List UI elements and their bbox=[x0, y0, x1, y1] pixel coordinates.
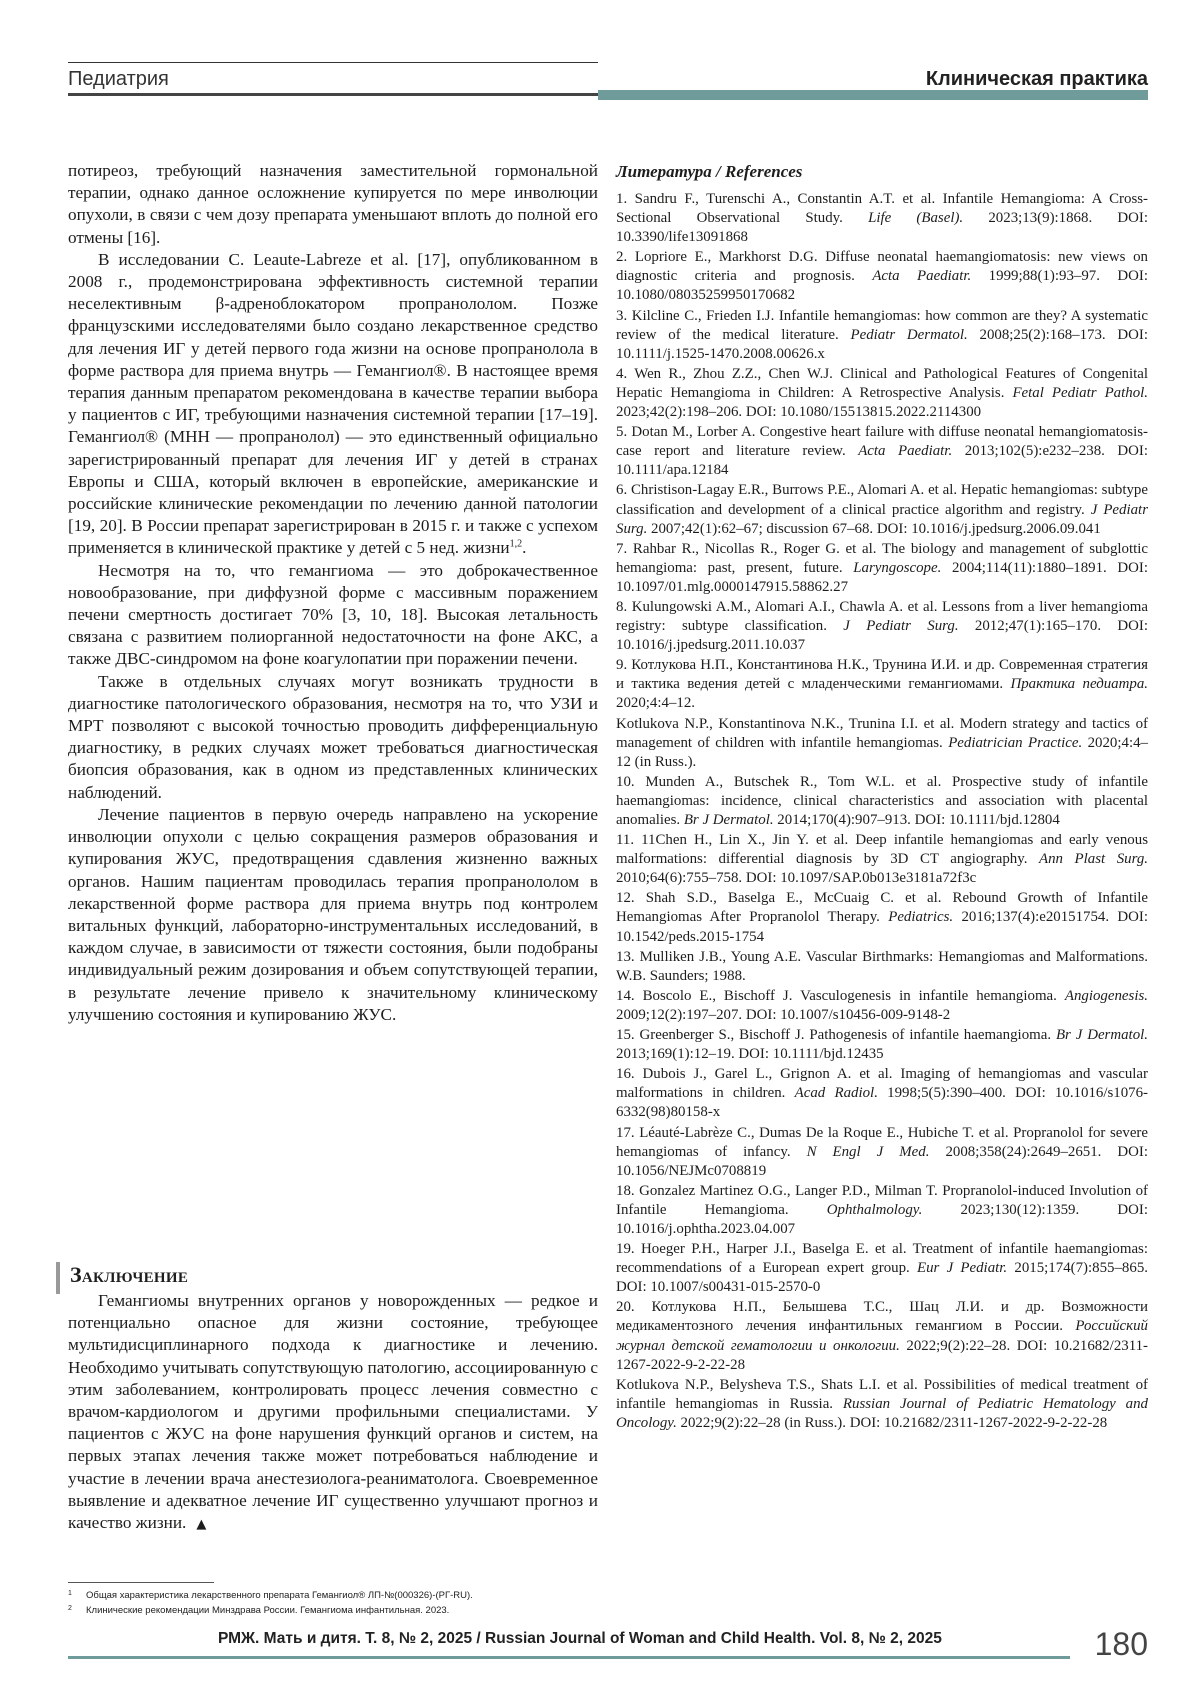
reference-journal: Pediatrician Practice. bbox=[948, 734, 1083, 751]
reference-journal: Russian Journal of Pediatric Hematology and Oncology. bbox=[616, 1395, 1148, 1431]
reference-text: 20. Котлукова Н.П., Белышева Т.С., Шац Л.И. и др. Возможности медикаментозного лечения инфантильных гемангиом в России. bbox=[616, 1299, 1148, 1335]
end-of-article-icon: ▲ bbox=[196, 1517, 207, 1533]
conclusion-paragraph bbox=[68, 1290, 598, 1536]
footnote-ref: 1,2 bbox=[509, 538, 523, 550]
reference-item bbox=[616, 987, 1148, 1025]
reference-journal: Br J Dermatol. bbox=[1055, 1027, 1148, 1044]
reference-text: 6. Christison-Lagay E.R., Burrows P.E., Alomari A. et al. Hepatic hemangiomas: subtype classification and development of a clinical practice algorithm and registry. bbox=[616, 482, 1148, 518]
reference-details: 2023;42(2):198–206. DOI: 10.1080/15513815.2022.2114300 bbox=[616, 404, 982, 421]
reference-details: 2013;169(1):12–19. DOI: 10.1111/bjd.12435 bbox=[616, 1046, 884, 1063]
reference-item bbox=[616, 540, 1148, 597]
reference-journal: Pediatr Dermatol. bbox=[850, 326, 968, 343]
reference-journal: Практика педиатра. bbox=[1010, 676, 1148, 693]
reference-item bbox=[616, 1065, 1148, 1122]
reference-text: 3. Kilcline C., Frieden I.J. Infantile hemangiomas: how common are they? A systematic review of the medical literature. bbox=[616, 307, 1148, 343]
reference-text: 12. Shah S.D., Baselga E., McCuaig C. et al. Rebound Growth of Infantile Hemangiomas After Propranolol Therapy. bbox=[616, 890, 1148, 926]
reference-journal: N Engl J Med. bbox=[806, 1143, 930, 1160]
reference-item bbox=[616, 1124, 1148, 1181]
reference-text: 1. Sandru F., Turenschi A., Constantin A.T. et al. Infantile Hemangioma: A Cross-Sectional Observational Study. bbox=[616, 191, 1148, 227]
reference-details: 2015;174(7):855–865. DOI: 10.1007/s00431-015-2570-0 bbox=[616, 1260, 1148, 1296]
reference-item bbox=[616, 190, 1148, 247]
reference-details: 2008;25(2):168–173. DOI: 10.1111/j.1525-1470.2008.00626.x bbox=[616, 326, 1149, 362]
body-paragraph-text: В исследовании C. Leaute-Labreze et al. [17], опубликованном в 2008 г., продемонстрирована эффективность системной терапии неселективным β-адреноблокатором пропранололом. Позже французскими исследователями было создано лекарственное средство для лечения ИГ у детей первого года жизни на основе пропранолола в форме раствора для приема внутрь — Гемангиол®. В настоящее время терапия данным препаратом рекомендована в качестве терапии выбора у пациентов с ИГ, требующими назначения системной терапии [17–19]. Гемангиол® (МНН — пропранолол) — это единственный официально зарегистрированный препарат для лечения ИГ у детей в странах Европы и США, который включен в европейские, американские и российские клинические рекомендации по лечению данной патологии [19, 20]. В России препарат зарегистрирован в 2015 г. и также с успехом применяется в клинической практике у детей с 5 нед. жизни bbox=[68, 249, 598, 558]
reference-journal: Ophthalmology. bbox=[826, 1201, 923, 1218]
header-bar-dark bbox=[68, 93, 608, 96]
section-title-left: Педиатрия bbox=[68, 68, 169, 90]
reference-item bbox=[616, 889, 1148, 946]
reference-details: 2010;64(6):755–758. DOI: 10.1097/SAP.0b013e3181a72f3c bbox=[616, 870, 977, 887]
reference-text: 8. Kulungowski A.M., Alomari A.I., Chawla A. et al. Lessons from a liver hemangioma registry: subtype classification. bbox=[616, 598, 1148, 635]
reference-item bbox=[616, 656, 1148, 713]
reference-item bbox=[616, 1240, 1148, 1297]
body-paragraph bbox=[68, 249, 598, 560]
footnote-number: 2 bbox=[68, 1605, 72, 1612]
reference-journal: Br J Dermatol. bbox=[683, 812, 774, 828]
reference-text: 7. Rahbar R., Nicollas R., Roger G. et al. The biology and management of subglottic hemangioma: past, present, future. bbox=[616, 540, 1148, 576]
footnote-number: 1 bbox=[68, 1590, 72, 1597]
reference-details: 2007;42(1):62–67; discussion 67–68. DOI: 10.1016/j.jpedsurg.2006.09.041 bbox=[647, 520, 1101, 537]
reference-journal: Fetal Pediatr Pathol. bbox=[1012, 384, 1148, 401]
reference-details: 2016;137(4):e20151754. DOI: 10.1542/peds.2015-1754 bbox=[616, 909, 1149, 945]
body-paragraph-end: . bbox=[522, 538, 527, 558]
reference-item bbox=[616, 715, 1148, 772]
reference-text: 14. Boscolo E., Bischoff J. Vasculogenesis in infantile hemangioma. bbox=[616, 987, 1065, 1004]
reference-text: 11. 11Chen H., Lin X., Jin Y. et al. Deep infantile hemangiomas and early venous malformations: differential diagnosis by 3D CT angiography. bbox=[616, 832, 1148, 868]
reference-item bbox=[616, 1298, 1148, 1374]
reference-text: 16. Dubois J., Garel L., Grignon A. et al. Imaging of hemangiomas and vascular malformations in children. bbox=[616, 1066, 1148, 1102]
conclusion-section bbox=[68, 1290, 598, 1536]
footnote bbox=[68, 1603, 598, 1618]
reference-details: 1998;5(5):390–400. DOI: 10.1016/s1076-6332(98)80158-x bbox=[616, 1085, 1149, 1121]
reference-details: 2023;13(9):1868. DOI: 10.3390/life13091868 bbox=[616, 210, 1148, 246]
reference-item bbox=[616, 365, 1148, 422]
references-title: Литература / References bbox=[616, 162, 803, 181]
references-list bbox=[616, 190, 1148, 1433]
conclusion-text: Гемангиомы внутренних органов у новорожденных — редкое и потенциально опасное для жизни состояние, требующее мультидисциплинарного подхода к диагностике и лечению. Необходимо учитывать сопутствующую патологию, ассоциированную с этим заболеванием, контролировать процесс лечения совместно с врачом-кардиологом и другими профильными специалистами. У пациентов с ЖУС на фоне нарушения функций органов и систем, на первых этапах лечения также может потребоваться наблюдение и участие в лечении врача анестезиолога-реаниматолога. Своевременное выявление и адекватное лечение ИГ существенно улучшают прогноз и качество жизни. bbox=[68, 1291, 598, 1533]
reference-item bbox=[616, 773, 1148, 830]
reference-item bbox=[616, 307, 1148, 364]
reference-text: 18. Gonzalez Martinez O.G., Langer P.D., Milman T. Propranolol-induced Involution of Infantile Hemangioma. bbox=[616, 1182, 1148, 1218]
references-column bbox=[616, 160, 1148, 1434]
footnote-text: Общая характеристика лекарственного препарата Гемангиол® ЛП-№(000326)-(РГ-RU). bbox=[86, 1590, 473, 1601]
reference-text: 4. Wen R., Zhou Z.Z., Chen W.J. Clinical and Pathological Features of Congenital Hepatic Hemangioma in Children: A Retrospective Analysis. bbox=[616, 365, 1148, 401]
reference-journal: Acad Radiol. bbox=[794, 1085, 878, 1102]
reference-details: 2020;4:4–12 (in Russ.). bbox=[616, 734, 1148, 770]
reference-details: 2023;130(12):1359. DOI: 10.1016/j.ophtha.2023.04.007 bbox=[616, 1201, 1148, 1237]
reference-journal: Eur J Pediatr. bbox=[917, 1260, 1008, 1277]
reference-details: 2014;170(4):907–913. DOI: 10.1111/bjd.12804 bbox=[773, 812, 1060, 828]
body-column bbox=[68, 160, 598, 1026]
reference-journal: J Pediatr Surg. bbox=[616, 501, 1148, 537]
reference-details: 2004;114(11):1880–1891. DOI: 10.1097/01.mlg.0000147915.58862.27 bbox=[616, 559, 1148, 595]
reference-journal: Angiogenesis. bbox=[1064, 987, 1148, 1004]
header-bar-accent bbox=[598, 90, 1148, 100]
footnotes bbox=[68, 1588, 598, 1618]
reference-details: 2012;47(1):165–170. DOI: 10.1016/j.jpedsurg.2011.10.037 bbox=[616, 618, 1148, 654]
reference-details: 2022;9(2):22–28 (in Russ.). DOI: 10.21682/2311-1267-2022-9-2-22-28 bbox=[676, 1414, 1108, 1431]
reference-details: 2008;358(24):2649–2651. DOI: 10.1056/NEJMc0708819 bbox=[616, 1143, 1149, 1179]
reference-item bbox=[616, 1182, 1148, 1239]
reference-item bbox=[616, 248, 1148, 305]
reference-journal: Laryngoscope. bbox=[853, 559, 942, 576]
reference-text: 17. Léauté-Labrèze C., Dumas De la Roque E., Hubiche T. et al. Propranolol for severe hemangiomas of infancy. bbox=[616, 1124, 1148, 1160]
reference-journal: Life (Basel). bbox=[868, 210, 964, 227]
body-paragraph: Несмотря на то, что гемангиома — это доброкачественное новообразование, при диффузной форме с массивным поражением печени смертность достигает 70% [3, 10, 18]. Высокая летальность связана с развитием полиорганной недостаточности на фоне АКС, а также ДВС-синдромом на фоне коагулопатии при поражении печени. bbox=[68, 560, 598, 669]
reference-text: 5. Dotan M., Lorber A. Congestive heart failure with diffuse neonatal hemangiomatosis-case report and literature review. bbox=[616, 424, 1148, 460]
reference-text: Kotlukova N.P., Konstantinova N.K., Trunina I.I. et al. Modern strategy and tactics of management of children with infantile hemangiomas. bbox=[616, 715, 1148, 751]
reference-text: 2. Lopriore E., Markhorst D.G. Diffuse neonatal haemangiomatosis: new views on diagnostic criteria and prognosis. bbox=[616, 249, 1148, 285]
footnote-text: Клинические рекомендации Минздрава России. Гемангиома инфантильная. 2023. bbox=[86, 1605, 450, 1616]
footnote-rule bbox=[68, 1582, 214, 1583]
reference-text: 13. Mulliken J.B., Young A.E. Vascular Birthmarks: Hemangiomas and Malformations. W.B. Saunders; 1988. bbox=[616, 948, 1148, 984]
page-number: 180 bbox=[1094, 1626, 1148, 1662]
reference-text: 19. Hoeger P.H., Harper J.I., Baselga E. et al. Treatment of infantile haemangiomas: recommendations of a European expert group. bbox=[616, 1241, 1148, 1277]
reference-details: 2022;9(2):22–28. DOI: 10.21682/2311-1267-2022-9-2-22-28 bbox=[616, 1337, 1149, 1373]
reference-text: 9. Котлукова Н.П., Константинова Н.К., Трунина И.И. и др. Современная стратегия и тактика ведения детей с младенческими гемангиомами. bbox=[616, 657, 1148, 693]
reference-text: Kotlukova N.P., Belysheva T.S., Shats L.I. et al. Possibilities of medical treatment of infantile hemangiomas in Russia. bbox=[616, 1376, 1148, 1412]
reference-journal: Ann Plast Surg. bbox=[1039, 851, 1148, 868]
footnote bbox=[68, 1588, 598, 1603]
reference-details: 2020;4:4–12. bbox=[616, 695, 696, 712]
reference-item bbox=[616, 481, 1148, 538]
journal-footer: РМЖ. Мать и дитя. Т. 8, № 2, 2025 / Russian Journal of Woman and Child Health. Vol. 8, № 2, 2025 bbox=[218, 1630, 942, 1647]
reference-details: 2013;102(5):e232–238. DOI: 10.1111/apa.12184 bbox=[616, 443, 1148, 479]
reference-details: 2009;12(2):197–207. DOI: 10.1007/s10456-009-9148-2 bbox=[616, 1006, 951, 1023]
reference-journal: J Pediatr Surg. bbox=[843, 618, 959, 635]
body-paragraph: Также в отдельных случаях могут возникать трудности в диагностике патологического образования, несмотря на то, что УЗИ и МРТ позволяют с высокой точностью проводить дифференциальную диагностику, в редких случаях может требоваться диагностическая биопсия образования, как в одном из представленных клинических наблюдений. bbox=[68, 671, 598, 802]
body-paragraph: потиреоз, требующий назначения заместительной гормональной терапии, однако данное осложнение купируется по мере инволюции опухоли, в связи с чем дозу препарата уменьшают вплоть до полной его отмены [16]. bbox=[68, 161, 598, 247]
reference-item bbox=[616, 831, 1148, 888]
reference-item bbox=[616, 1376, 1148, 1433]
reference-text: 15. Greenberger S., Bischoff J. Pathogenesis of infantile haemangioma. bbox=[616, 1027, 1056, 1044]
reference-item bbox=[616, 598, 1148, 655]
body-paragraph: Лечение пациентов в первую очередь направлено на ускорение инволюции опухоли с целью сокращения размеров образования и купирования ЖУС, предотвращения сдавления жизненно важных органов. Нашим пациентам проводилась терапия пропранололом в лекарственной форме раствора для приема внутрь под контролем витальных функций, лабораторно-инструментальных исследований, в каждом случае, в зависимости от тяжести состояния, были подобраны индивидуальный режим дозирования и объем сопутствующей терапии, в результате лечение привело к значительному клиническому улучшению состояния и купированию ЖУС. bbox=[68, 804, 598, 1024]
reference-item bbox=[616, 948, 1148, 986]
reference-journal: Acta Paediatr. bbox=[858, 443, 953, 460]
conclusion-heading-text: Заключение bbox=[70, 1262, 189, 1287]
reference-journal: Российский журнал детской гематологии и онкологии. bbox=[616, 1318, 1148, 1354]
footer-bar bbox=[68, 1656, 1070, 1659]
reference-item bbox=[616, 1026, 1148, 1064]
reference-item bbox=[616, 423, 1148, 480]
reference-text: 10. Munden A., Butschek R., Tom W.L. et al. Prospective study of infantile haemangiomas: incidence, clinical characteristics and association with placental anomalies. bbox=[616, 773, 1148, 828]
reference-journal: Pediatrics. bbox=[888, 909, 954, 926]
header-rule bbox=[68, 62, 598, 63]
reference-journal: Acta Paediatr. bbox=[872, 268, 972, 285]
section-title-right: Клиническая практика bbox=[925, 68, 1148, 90]
reference-details: 1999;88(1):93–97. DOI: 10.1080/08035259950170682 bbox=[616, 268, 1148, 304]
